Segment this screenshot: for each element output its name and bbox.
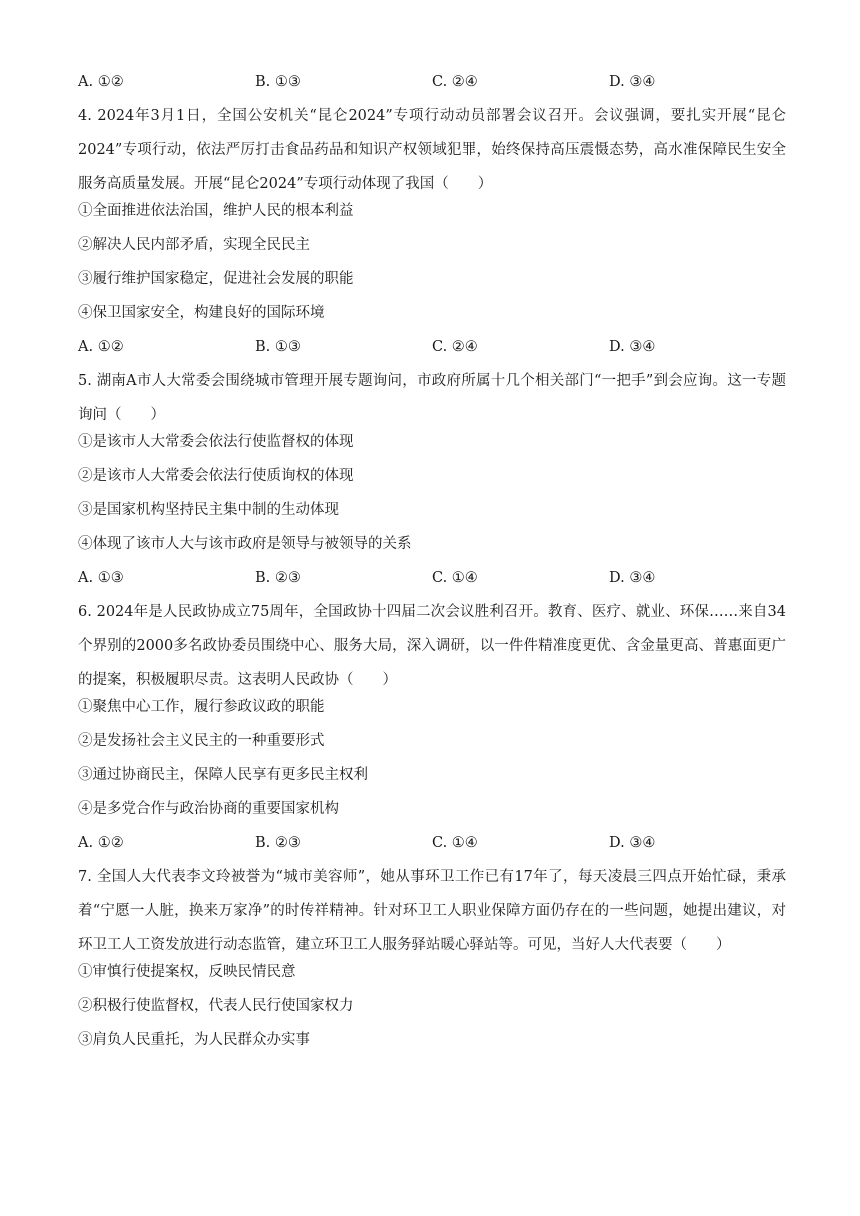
choice-item: ③履行维护国家稳定，促进社会发展的职能 [78, 271, 354, 287]
option-b: B. ②③ [255, 835, 301, 851]
question-stem: 6. 2024年是人民政协成立75周年，全国政协十四届二次会议胜利召开。教育、医疗、就业、环保……来自34个界别的2000多名政协委员围绕中心、服务大局，深入调研，以一件件精准度更优、含金量更高、普惠面更广的提案，积极履职尽责。这表明人民政协（ ） [78, 604, 786, 688]
answer-options [78, 568, 786, 588]
choice-item: ②是发扬社会主义民主的一种重要形式 [78, 733, 325, 749]
question-stem: 5. 湖南A市人大常委会围绕城市管理开展专题询问，市政府所属十几个相关部门“一把手”到会应询。这一专题询问（ ） [78, 373, 786, 423]
question-7 [78, 860, 786, 1050]
option-d: D. ③④ [609, 570, 656, 586]
choice-item: ②是该市人大常委会依法行使质询权的体现 [78, 468, 354, 484]
choice-item: ③肩负人民重托，为人民群众办实事 [78, 1032, 310, 1048]
option-c: C. ②④ [432, 339, 478, 355]
choice-item: ①是该市人大常委会依法行使监督权的体现 [78, 434, 354, 450]
exam-page [78, 72, 786, 1064]
answer-options [78, 833, 786, 853]
choice-item: ③通过协商民主，保障人民享有更多民主权利 [78, 767, 368, 783]
question-stem: 7. 全国人大代表李文玲被誉为“城市美容师”，她从事环卫工作已有17年了，每天凌晨三四点开始忙碌，秉承着“宁愿一人脏，换来万家净”的时传祥精神。针对环卫工人职业保障方面仍存在的一些问题，她提出建议，对环卫工人工资发放进行动态监管，建立环卫工人服务驿站暖心驿站等。可见，当好人大代表要（ ） [78, 869, 786, 953]
option-c: C. ①④ [432, 570, 478, 586]
option-a: A. ①③ [78, 570, 124, 586]
choice-item: ③是国家机构坚持民主集中制的生动体现 [78, 502, 339, 518]
option-a: A. ①② [78, 835, 124, 851]
option-c: C. ②④ [432, 74, 478, 90]
answer-options [78, 337, 786, 357]
question-5 [78, 364, 786, 588]
choice-item: ②积极行使监督权，代表人民行使国家权力 [78, 998, 354, 1014]
q3-options [78, 72, 786, 92]
option-c: C. ①④ [432, 835, 478, 851]
option-a: A. ①② [78, 74, 124, 90]
option-a: A. ①② [78, 339, 124, 355]
choice-item: ②解决人民内部矛盾，实现全民民主 [78, 237, 310, 253]
choice-item: ①审慎行使提案权，反映民情民意 [78, 964, 296, 980]
choice-item: ④是多党合作与政治协商的重要国家机构 [78, 801, 339, 817]
option-b: B. ①③ [255, 74, 301, 90]
option-b: B. ②③ [255, 570, 301, 586]
question-4 [78, 99, 786, 357]
option-d: D. ③④ [609, 339, 656, 355]
option-d: D. ③④ [609, 835, 656, 851]
option-b: B. ①③ [255, 339, 301, 355]
choice-item: ④保卫国家安全，构建良好的国际环境 [78, 305, 325, 321]
question-stem: 4. 2024年3月1日，全国公安机关“昆仑2024”专项行动动员部署会议召开。会议强调，要扎实开展“昆仑2024”专项行动，依法严厉打击食品药品和知识产权领域犯罪，始终保持高压震慑态势，高水准保障民生安全服务高质量发展。开展“昆仑2024”专项行动体现了我国（ ） [78, 108, 786, 192]
choice-item: ①全面推进依法治国，维护人民的根本利益 [78, 203, 354, 219]
choice-item: ①聚焦中心工作，履行参政议政的职能 [78, 699, 325, 715]
question-6 [78, 595, 786, 853]
option-d: D. ③④ [609, 74, 656, 90]
choice-item: ④体现了该市人大与该市政府是领导与被领导的关系 [78, 536, 412, 552]
